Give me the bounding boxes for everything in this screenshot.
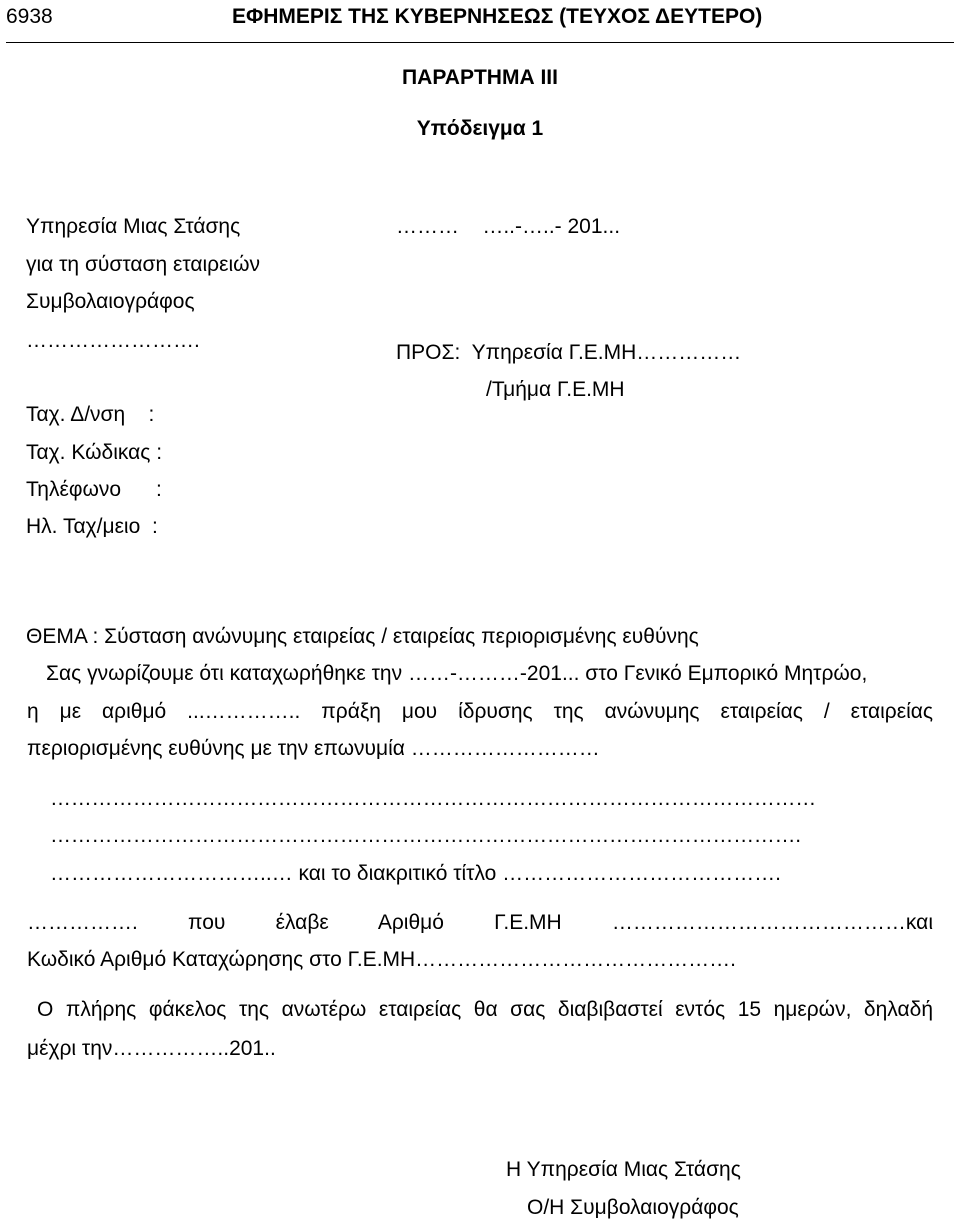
appendix-title: ΠΑΡΑΡΤΗΜΑ ΙΙΙ (402, 66, 558, 89)
date-line: ……… …..-…..- 201... (396, 215, 621, 238)
body-line-3: περιορισμένης ευθύνης με την επωνυμία ……………………… (27, 737, 600, 760)
body-line-10: μέχρι την……………..201.. (27, 1037, 276, 1060)
signature-service: Η Υπηρεσία Μιας Στάσης (506, 1158, 741, 1181)
page-number: 6938 (6, 5, 53, 28)
body-line-4: ………………………………………………………………………………………………… (50, 787, 816, 810)
body-line-8: Κωδικό Αριθμό Καταχώρησης στο Γ.Ε.ΜΗ………………………………………. (27, 948, 737, 971)
header-divider (6, 42, 954, 43)
sender-email: Ηλ. Ταχ/μειο : (26, 515, 158, 538)
sender-postal-code: Ταχ. Κώδικας : (26, 441, 163, 464)
body-line-1: Σας γνωρίζουμε ότι καταχωρήθηκε την ……-………-201... στο Γενικό Εμπορικό Μητρώο, (46, 662, 868, 685)
body-line-7: ……………. που έλαβε Αριθμό Γ.Ε.ΜΗ ……………………………………και (27, 911, 933, 934)
body-line-9: Ο πλήρης φάκελος της ανωτέρω εταιρείας θα σας διαβιβαστεί εντός 15 ημερών, δηλαδή (37, 998, 933, 1021)
appendix-subtitle: Υπόδειγμα 1 (416, 117, 544, 140)
sender-purpose: για τη σύσταση εταιρειών (26, 253, 261, 276)
signature-notary: Ο/Η Συμβολαιογράφος (527, 1196, 739, 1219)
body-line-2: η με αριθμό ...………….. πράξη μου ίδρυσης της ανώνυμης εταιρείας / εταιρείας (27, 700, 933, 723)
sender-notary-name: ……………………. (26, 329, 200, 352)
recipient-line2: /Τμήμα Γ.Ε.ΜΗ (486, 378, 625, 401)
body-line-5: ………………………………………………………………………………………………. (50, 824, 801, 847)
gazette-title: ΕΦΗΜΕΡΙΣ ΤΗΣ ΚΥΒΕΡΝΗΣΕΩΣ (ΤΕΥΧΟΣ ΔΕΥΤΕΡΟ) (232, 5, 763, 28)
body-line-6: …………………………..… και το διακριτικό τίτλο …………………………………. (50, 862, 782, 885)
subject-line: ΘΕΜΑ : Σύσταση ανώνυμης εταιρείας / εταιρείας περιορισμένης ευθύνης (26, 625, 699, 648)
sender-phone: Τηλέφωνο : (26, 478, 162, 501)
sender-address: Ταχ. Δ/νση : (26, 403, 155, 426)
recipient-line1: ΠΡΟΣ: Υπηρεσία Γ.Ε.ΜΗ…………… (396, 341, 742, 364)
sender-notary: Συμβολαιογράφος (26, 290, 195, 313)
sender-service: Υπηρεσία Μιας Στάσης (26, 215, 241, 238)
